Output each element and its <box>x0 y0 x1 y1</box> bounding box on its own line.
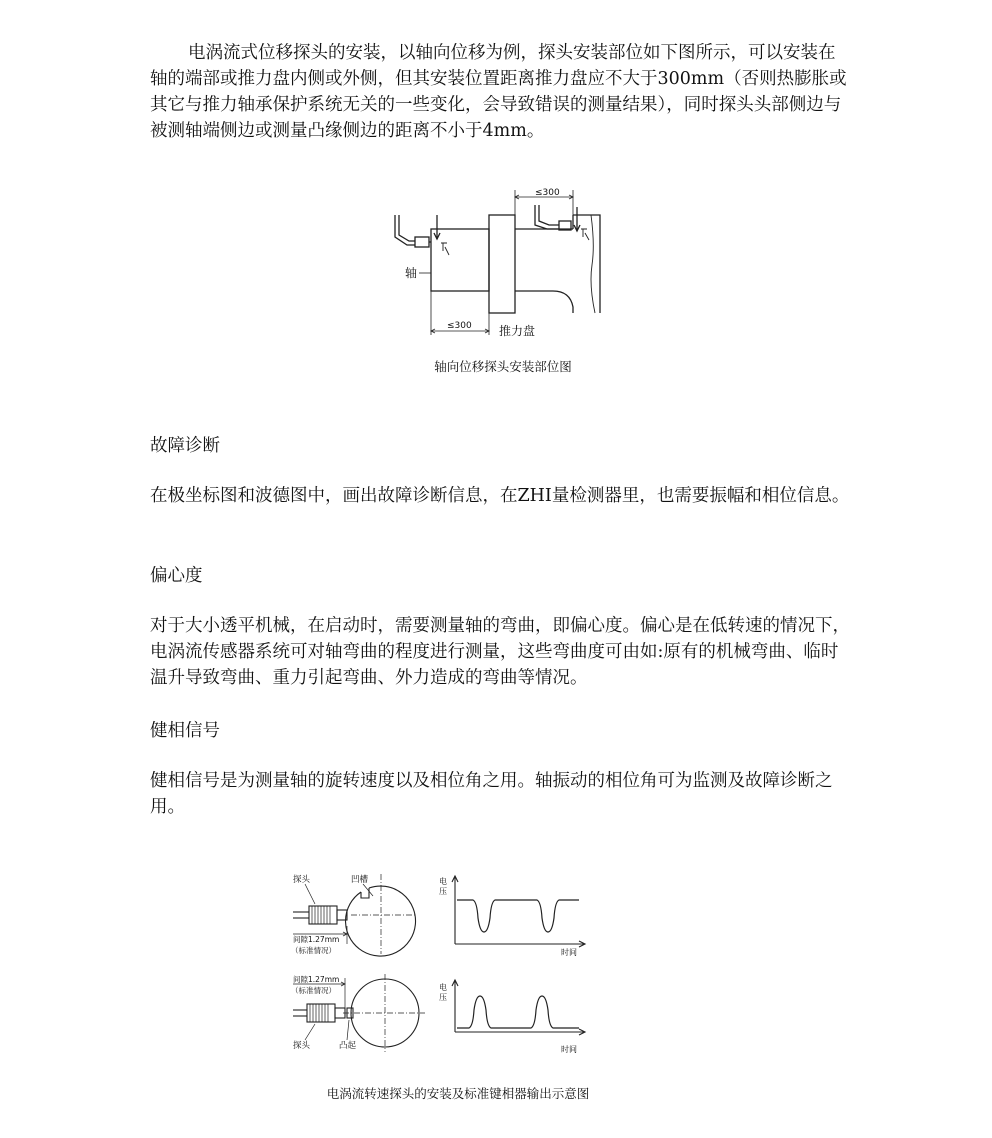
x-axis-top: 时间 <box>561 948 577 957</box>
probe-body-bottom <box>307 1004 335 1022</box>
intro-paragraph: 电涡流式位移探头的安装，以轴向位移为例，探头安装部位如下图所示，可以安装在轴的端部或推力盘内侧或外侧，但其安装位置距离推力盘应不大于300mm（否则热膨胀或其它与推力轴承保护系统无关的一些变化，会导致错误的测量结果），同时探头头部侧边与被测轴端侧边或测量凸缘侧边的距离不小于4mm。 <box>150 43 847 141</box>
probe-label-bottom: 探头 <box>293 1041 311 1051</box>
heading-keyphasor: 健相信号 <box>150 721 220 741</box>
figure2-caption: 电涡流转速探头的安装及标准键相器输出示意图 <box>326 1086 590 1101</box>
heading-fault-diagnosis: 故障诊断 <box>150 436 220 456</box>
eccentricity-paragraph: 对于大小透平机械，在启动时，需要测量轴的弯曲，即偏心度。偏心是在低转速的情况下，电涡流传感器系统可对轴弯曲的程度进行测量，这些弯曲度可由如:原有的机械弯曲、临时温升导致弯曲、重力引起弯曲、外力造成的弯曲等情况。 <box>150 616 850 688</box>
fault-paragraph: 在极坐标图和波德图中，画出故障诊断信息，在ZHI量检测器里，也需要振幅和相位信息。 <box>150 486 850 506</box>
y-axis-top-2: 压 <box>439 887 447 896</box>
dim-top-label: ≤300 <box>535 188 560 198</box>
probe-body-top <box>309 906 337 924</box>
shaft <box>431 229 489 291</box>
bump-label: 凸起 <box>339 1041 357 1051</box>
axial-probe-install-figure <box>385 185 615 345</box>
y-axis-top-1: 电 <box>439 877 447 886</box>
x-axis-bottom: 时间 <box>561 1045 577 1054</box>
heading-eccentricity: 偏心度 <box>150 566 203 586</box>
figure1-caption: 轴向位移探头安装部位图 <box>434 359 572 374</box>
thrust-disc-label: 推力盘 <box>499 324 536 338</box>
y-axis-bottom-2: 压 <box>439 993 447 1002</box>
thrust-disc <box>489 215 515 313</box>
left-probe <box>415 237 429 247</box>
groove-label: 凹槽 <box>351 875 369 885</box>
shaft-circle-top <box>346 886 416 956</box>
gap-note-top: （标准情况） <box>291 946 336 955</box>
y-axis-bottom-1: 电 <box>439 983 447 992</box>
keyphasor-paragraph: 健相信号是为测量轴的旋转速度以及相位角之用。轴振动的相位角可为监测及故障诊断之用。 <box>150 771 833 817</box>
waveform-top <box>457 900 579 932</box>
dim-bottom-label: ≤300 <box>447 321 472 331</box>
keyphasor-figure <box>285 868 595 1058</box>
waveform-bottom <box>457 996 579 1028</box>
gap-note-bottom: （标准情况） <box>291 986 336 995</box>
shaft-label: 轴 <box>405 266 418 280</box>
probe-label-top: 探头 <box>293 875 311 885</box>
gap-value-top: 间隙1.27mm <box>293 935 340 944</box>
gap-value-bottom: 间隙1.27mm <box>293 975 340 984</box>
